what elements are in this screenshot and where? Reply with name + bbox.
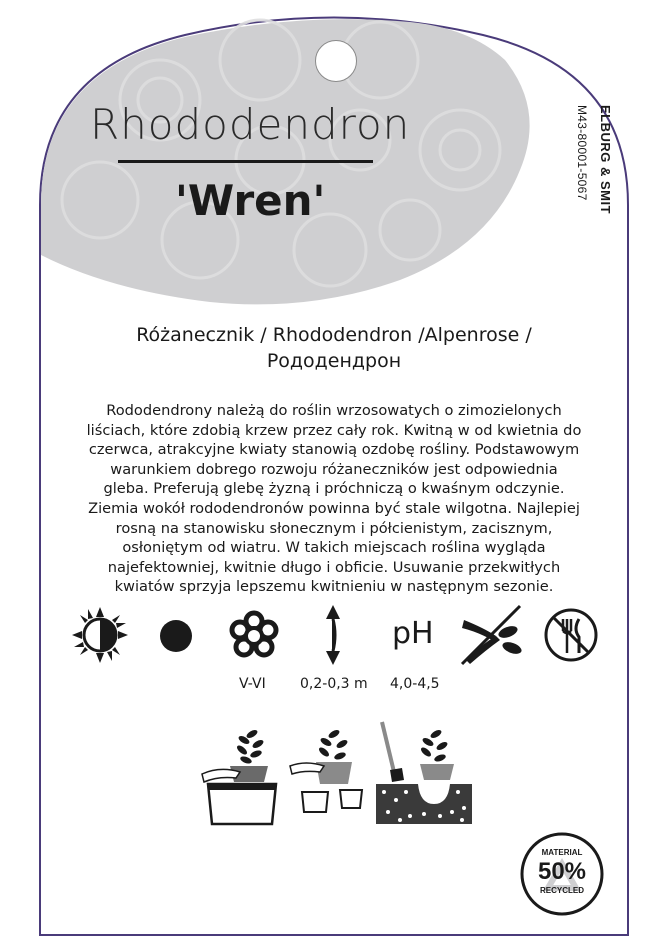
full-shade-icon (158, 618, 194, 654)
hang-hole (315, 40, 357, 82)
height-arrow-icon (318, 603, 348, 667)
description-line: Rododendrony należą do roślin wrzosowatych o zimozielonych (106, 402, 562, 419)
description-line: gleba. Preferują glebę żyzną i próchniczą o kwaśnym odczynie. (103, 480, 565, 498)
plant-cultivar-title: 'Wren' (175, 176, 326, 225)
no-pruning-icon (456, 602, 526, 668)
description-line: osłoniętym od wiatru. W takich miejscach roślina wygląda (122, 539, 546, 557)
description-line: czerwca, atrakcyjne kwiaty stanowią ozdobę rośliny. Podstawowym (88, 441, 580, 459)
soil-ph-value: 4,0-4,5 (390, 676, 440, 692)
sun-partial-shade-icon (70, 605, 130, 665)
plant-in-soil-icon (374, 720, 474, 826)
recycle-material-label: MATERIAL (541, 848, 583, 857)
description-line: kwiatów sprzyja lepszemu kwitnieniu w następnym sezonie. (114, 578, 554, 596)
brand-name: ELBURG & SMIT (598, 105, 613, 215)
recycle-percent: 50% (537, 858, 587, 885)
flowering-months: V-VI (239, 676, 266, 692)
title-divider (118, 160, 373, 163)
ph-icon: pH (392, 616, 434, 651)
description-line: Ziemia wokół rododendronów powinna być stale wilgotna. Najlepiej (88, 499, 580, 517)
plant-height: 0,2-0,3 m (300, 676, 368, 692)
common-names-line: Różanecznik / Rhododendron /Alpenrose / (136, 324, 532, 346)
product-code: M43-80001-5067 (575, 105, 589, 201)
description-line: warunkiem dobrego rozwoju różaneczników jest odpowiednia (110, 460, 558, 478)
flower-icon (228, 610, 280, 662)
description-line: liściach, które zdobią krzew przez cały rok. Kwitną w od kwietnia do (86, 421, 582, 439)
common-names (100, 322, 568, 374)
description-line: rosną na stanowisku słonecznym i półcienistym, zacisznym, (115, 519, 553, 537)
not-edible-icon (543, 607, 599, 663)
description (60, 401, 608, 597)
remove-pot-icon (288, 720, 372, 820)
common-names-line: Рододендрон (266, 350, 402, 372)
plant-genus-title: Rhododendron (90, 100, 411, 149)
description-line: najefektowniej, kwitnie długo i obficie. Usuwanie przekwitłych (107, 558, 561, 576)
recycle-badge (520, 832, 604, 916)
pot-watering-icon (200, 720, 284, 826)
recycle-recycled-label: RECYCLED (539, 886, 584, 895)
